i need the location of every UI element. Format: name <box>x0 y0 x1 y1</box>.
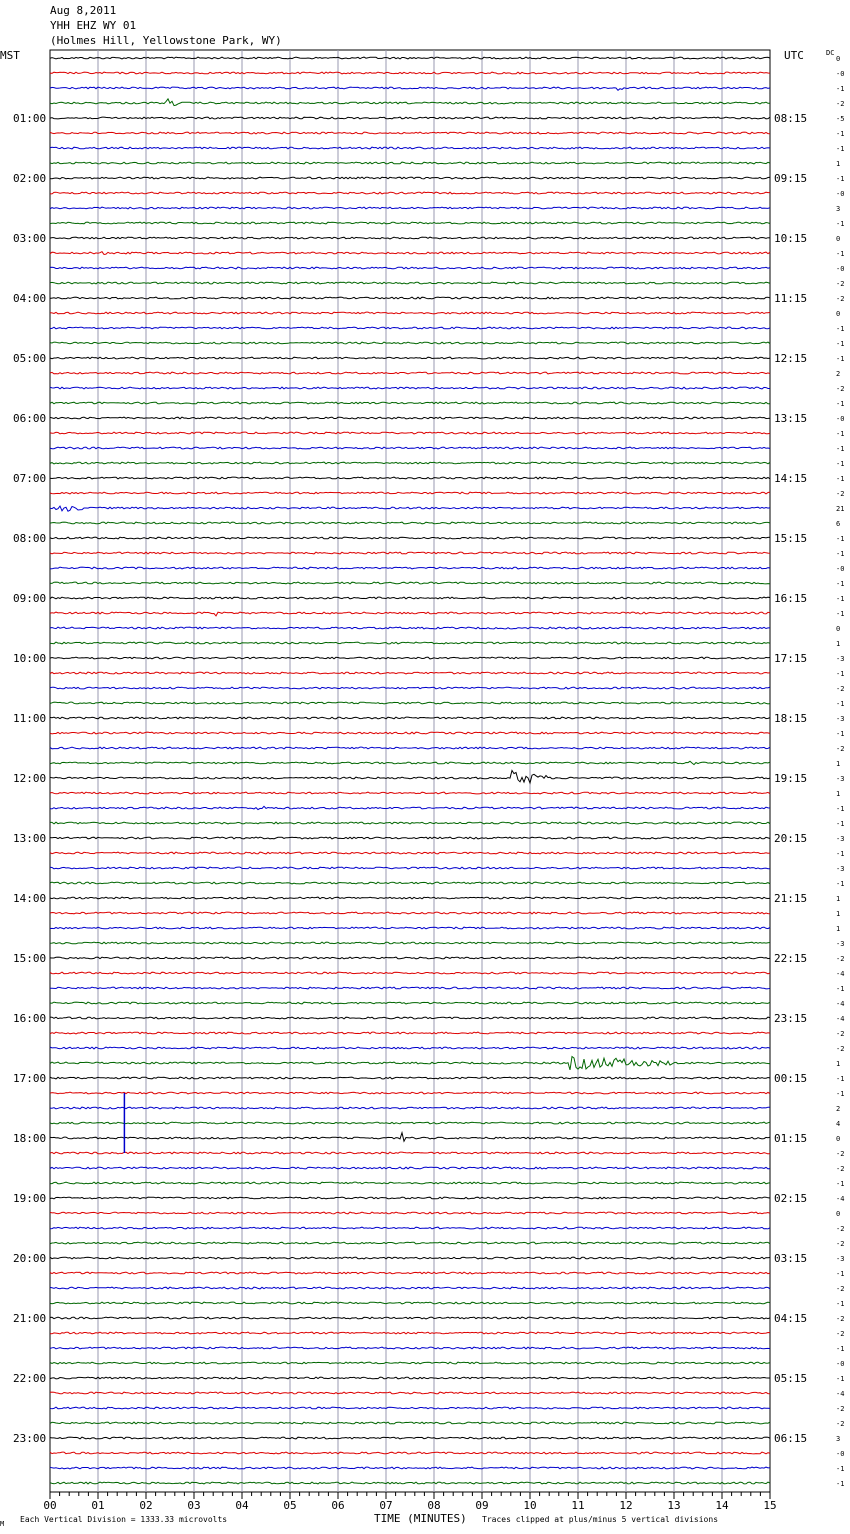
mst-hour-label: 02:00 <box>13 172 47 185</box>
dc-offset-value: -1 <box>836 700 845 708</box>
mst-hour-label: 20:00 <box>13 1252 47 1265</box>
seismic-trace-row-54 <box>50 867 770 869</box>
dc-offset-value: -4 <box>836 1195 845 1203</box>
seismic-trace-row-2 <box>50 87 770 90</box>
seismic-trace-row-93 <box>50 1452 770 1454</box>
utc-hour-label: 20:15 <box>774 832 808 845</box>
dc-offset-value: -1 <box>836 325 845 333</box>
seismic-trace-row-66 <box>50 1047 770 1049</box>
mst-hour-label: 08:00 <box>13 532 47 545</box>
seismic-trace-row-78 <box>50 1227 770 1229</box>
mst-hour-label: 18:00 <box>13 1132 47 1145</box>
seismic-trace-row-81 <box>50 1272 770 1274</box>
dc-offset-value: -1 <box>836 730 845 738</box>
dc-offset-value: -2 <box>836 1030 845 1038</box>
x-tick-label: 02 <box>139 1499 153 1512</box>
seismic-trace-row-27 <box>50 462 770 464</box>
dc-offset-value: -1 <box>836 355 845 363</box>
x-tick-label: 15 <box>763 1499 777 1512</box>
x-tick-label: 13 <box>667 1499 681 1512</box>
seismic-trace-row-65 <box>50 1032 770 1034</box>
dc-offset-value: -4 <box>836 1000 845 1008</box>
dc-offset-value: -1 <box>836 1375 845 1383</box>
x-tick-label: 11 <box>571 1499 585 1512</box>
dc-offset-value: 3 <box>836 1435 841 1443</box>
x-tick-label: 08 <box>427 1499 441 1512</box>
dc-offset-value: -1 <box>836 250 845 258</box>
seismic-trace-row-83 <box>50 1302 770 1304</box>
utc-hour-label: 02:15 <box>774 1192 808 1205</box>
dc-offset-value: 4 <box>836 1120 841 1128</box>
dc-offset-value: -1 <box>836 550 845 558</box>
seismic-trace-row-89 <box>50 1392 770 1394</box>
utc-hour-label: 16:15 <box>774 592 808 605</box>
x-tick-label: 01 <box>91 1499 105 1512</box>
dc-offset-value: 6 <box>836 520 841 528</box>
utc-hour-label: 06:15 <box>774 1432 808 1445</box>
seismic-trace-row-51 <box>50 822 770 824</box>
seismic-trace-row-55 <box>50 882 770 884</box>
dc-offset-value: -4 <box>836 1015 845 1023</box>
mst-hour-label: 22:00 <box>13 1372 47 1385</box>
seismic-trace-row-60 <box>50 957 770 959</box>
mst-hour-label: 01:00 <box>13 112 47 125</box>
utc-hour-label: 04:15 <box>774 1312 808 1325</box>
dc-offset-value: -2 <box>836 1315 845 1323</box>
x-tick-label: 10 <box>523 1499 537 1512</box>
mst-hour-label: 17:00 <box>13 1072 47 1085</box>
seismic-trace-row-59 <box>50 942 770 944</box>
seismic-trace-row-50 <box>50 806 770 809</box>
seismic-trace-row-16 <box>50 297 770 299</box>
dc-offset-value: -2 <box>836 1240 845 1248</box>
dc-offset-value: -2 <box>836 685 845 693</box>
seismic-trace-row-36 <box>50 597 770 599</box>
seismic-trace-row-20 <box>50 357 770 359</box>
seismic-trace-row-22 <box>50 387 770 389</box>
dc-offset-value: -1 <box>836 475 845 483</box>
mst-hour-label: 11:00 <box>13 712 47 725</box>
seismic-trace-row-38 <box>50 627 770 629</box>
seismic-trace-row-9 <box>50 192 770 194</box>
seismic-trace-row-73 <box>50 1152 770 1154</box>
plot-frame <box>50 50 770 1492</box>
seismic-trace-row-74 <box>50 1167 770 1169</box>
utc-hour-label: 17:15 <box>774 652 808 665</box>
utc-hour-label: 15:15 <box>774 532 808 545</box>
seismic-trace-row-17 <box>50 312 770 314</box>
seismic-trace-row-21 <box>50 372 770 374</box>
mst-hour-label: 21:00 <box>13 1312 47 1325</box>
seismic-trace-row-29 <box>50 492 770 494</box>
dc-offset-value: -2 <box>836 745 845 753</box>
seismic-trace-row-24 <box>50 417 770 419</box>
dc-offset-value: -0 <box>836 415 845 423</box>
utc-hour-label: 19:15 <box>774 772 808 785</box>
seismic-trace-row-72 <box>50 1133 770 1142</box>
seismic-trace-row-30 <box>50 506 770 511</box>
seismic-trace-row-58 <box>50 927 770 929</box>
seismic-trace-row-77 <box>50 1212 770 1214</box>
dc-offset-value: -3 <box>836 1255 845 1263</box>
dc-offset-value: -2 <box>836 1165 845 1173</box>
seismic-trace-row-95 <box>50 1482 770 1484</box>
dc-offset-value: -1 <box>836 1345 845 1353</box>
utc-hour-label: 01:15 <box>774 1132 808 1145</box>
dc-offset-value: -2 <box>836 490 845 498</box>
right-timezone-label: UTC <box>784 49 804 62</box>
dc-offset-value: -2 <box>836 955 845 963</box>
dc-offset-value: -3 <box>836 940 845 948</box>
utc-hour-label: 03:15 <box>774 1252 808 1265</box>
dc-offset-value: -1 <box>836 220 845 228</box>
dc-offset-value: -3 <box>836 835 845 843</box>
seismic-trace-row-91 <box>50 1422 770 1424</box>
station-location: (Holmes Hill, Yellowstone Park, WY) <box>50 34 282 47</box>
dc-offset-value: -1 <box>836 445 845 453</box>
seismic-trace-row-40 <box>50 657 770 659</box>
dc-offset-value: -1 <box>836 610 845 618</box>
dc-offset-value: -2 <box>836 1150 845 1158</box>
dc-offset-value: 1 <box>836 910 841 918</box>
mst-hour-label: 06:00 <box>13 412 47 425</box>
seismic-trace-row-33 <box>50 552 770 554</box>
mst-hour-label: 14:00 <box>13 892 47 905</box>
dc-offset-value: -2 <box>836 1405 845 1413</box>
seismic-trace-row-56 <box>50 897 770 899</box>
dc-offset-value: -1 <box>836 1270 845 1278</box>
x-tick-label: 14 <box>715 1499 729 1512</box>
dc-offset-value: -1 <box>836 535 845 543</box>
x-tick-label: 06 <box>331 1499 345 1512</box>
dc-offset-value: 1 <box>836 790 841 798</box>
seismic-trace-row-11 <box>50 222 770 224</box>
dc-offset-value: -0 <box>836 1360 845 1368</box>
dc-offset-value: -0 <box>836 70 845 78</box>
dc-offset-value: 1 <box>836 640 841 648</box>
dc-offset-value: -2 <box>836 280 845 288</box>
dc-offset-value: -1 <box>836 340 845 348</box>
seismic-trace-row-1 <box>50 72 770 74</box>
seismic-trace-row-18 <box>50 327 770 329</box>
seismic-trace-row-57 <box>50 912 770 914</box>
dc-offset-value: -1 <box>836 1480 845 1488</box>
dc-offset-value: -1 <box>836 145 845 153</box>
dc-offset-value: 0 <box>836 235 841 243</box>
seismic-trace-row-86 <box>50 1347 770 1349</box>
dc-offset-value: -1 <box>836 460 845 468</box>
seismic-trace-row-13 <box>50 252 770 255</box>
dc-offset-value: -3 <box>836 715 845 723</box>
dc-offset-value: 0 <box>836 1210 841 1218</box>
mst-hour-label: 13:00 <box>13 832 47 845</box>
seismic-trace-row-35 <box>50 582 770 584</box>
dc-offset-value: -4 <box>836 970 845 978</box>
mst-hour-label: 19:00 <box>13 1192 47 1205</box>
dc-offset-value: 21 <box>836 505 845 513</box>
dc-offset-value: 1 <box>836 925 841 933</box>
dc-offset-value: -2 <box>836 1045 845 1053</box>
dc-offset-value: -1 <box>836 580 845 588</box>
dc-offset-value: 1 <box>836 760 841 768</box>
seismic-trace-row-19 <box>50 342 770 344</box>
seismic-trace-row-76 <box>50 1197 770 1199</box>
seismic-trace-row-63 <box>50 1002 770 1004</box>
dc-offset-value: -1 <box>836 1075 845 1083</box>
seismic-trace-row-62 <box>50 987 770 989</box>
utc-hour-label: 13:15 <box>774 412 808 425</box>
dc-offset-value: 0 <box>836 55 841 63</box>
seismic-trace-row-94 <box>50 1467 770 1469</box>
dc-offset-value: -0 <box>836 1450 845 1458</box>
dc-offset-value: 0 <box>836 625 841 633</box>
seismic-trace-row-92 <box>50 1437 770 1439</box>
seismic-trace-row-47 <box>50 761 770 764</box>
dc-offset-value: -0 <box>836 190 845 198</box>
seismic-trace-row-26 <box>50 447 770 449</box>
x-tick-label: 09 <box>475 1499 489 1512</box>
seismic-trace-row-32 <box>50 537 770 539</box>
station-code: YHH EHZ WY 01 <box>50 19 137 32</box>
dc-offset-value: -1 <box>836 175 845 183</box>
seismic-trace-row-46 <box>50 747 770 749</box>
corner-mark: M <box>0 1520 5 1528</box>
utc-hour-label: 23:15 <box>774 1012 808 1025</box>
dc-offset-value: -3 <box>836 775 845 783</box>
utc-hour-label: 10:15 <box>774 232 808 245</box>
seismic-trace-row-75 <box>50 1182 770 1184</box>
dc-offset-header: DC <box>826 49 835 57</box>
dc-offset-value: -1 <box>836 1465 845 1473</box>
mst-hour-label: 10:00 <box>13 652 47 665</box>
utc-hour-label: 12:15 <box>774 352 808 365</box>
dc-offset-value: -1 <box>836 430 845 438</box>
utc-hour-label: 08:15 <box>774 112 808 125</box>
dc-offset-value: -2 <box>836 1330 845 1338</box>
mst-hour-label: 05:00 <box>13 352 47 365</box>
mst-hour-label: 03:00 <box>13 232 47 245</box>
seismic-trace-row-88 <box>50 1377 770 1379</box>
seismic-trace-row-6 <box>50 147 770 149</box>
utc-hour-label: 05:15 <box>774 1372 808 1385</box>
seismic-trace-row-28 <box>50 477 770 479</box>
seismic-trace-row-7 <box>50 162 770 164</box>
dc-offset-value: 3 <box>836 205 841 213</box>
seismic-trace-row-80 <box>50 1257 770 1259</box>
seismic-trace-row-42 <box>50 687 770 689</box>
seismic-trace-row-12 <box>50 237 770 239</box>
x-tick-label: 03 <box>187 1499 201 1512</box>
x-tick-label: 05 <box>283 1499 297 1512</box>
left-timezone-label: MST <box>0 49 20 62</box>
seismic-trace-row-87 <box>50 1362 770 1364</box>
dc-offset-value: -2 <box>836 1420 845 1428</box>
dc-offset-value: -2 <box>836 1225 845 1233</box>
dc-offset-value: 1 <box>836 895 841 903</box>
seismic-trace-row-68 <box>50 1077 770 1079</box>
utc-hour-label: 22:15 <box>774 952 808 965</box>
dc-offset-value: -1 <box>836 1180 845 1188</box>
seismic-trace-row-25 <box>50 432 770 434</box>
seismic-trace-row-41 <box>50 672 770 674</box>
dc-offset-value: -2 <box>836 100 845 108</box>
x-tick-label: 12 <box>619 1499 633 1512</box>
dc-offset-value: -2 <box>836 295 845 303</box>
dc-offset-value: -1 <box>836 850 845 858</box>
utc-hour-label: 14:15 <box>774 472 808 485</box>
dc-offset-value: -1 <box>836 595 845 603</box>
dc-offset-value: -1 <box>836 1300 845 1308</box>
seismic-trace-row-5 <box>50 132 770 134</box>
dc-offset-value: -0 <box>836 265 845 273</box>
dc-offset-value: -2 <box>836 385 845 393</box>
seismic-trace-row-82 <box>50 1287 770 1289</box>
dc-offset-value: -3 <box>836 655 845 663</box>
seismic-trace-row-79 <box>50 1242 770 1244</box>
seismic-trace-row-34 <box>50 567 770 569</box>
seismic-trace-row-52 <box>50 837 770 839</box>
mst-hour-label: 04:00 <box>13 292 47 305</box>
dc-offset-value: -1 <box>836 985 845 993</box>
dc-offset-value: 2 <box>836 1105 841 1113</box>
x-tick-label: 07 <box>379 1499 393 1512</box>
dc-offset-value: -1 <box>836 880 845 888</box>
seismic-trace-row-61 <box>50 972 770 974</box>
dc-offset-value: 1 <box>836 160 841 168</box>
seismic-trace-row-44 <box>50 717 770 719</box>
mst-hour-label: 15:00 <box>13 952 47 965</box>
dc-offset-value: -1 <box>836 130 845 138</box>
dc-offset-value: -1 <box>836 805 845 813</box>
seismic-trace-row-43 <box>50 702 770 704</box>
seismic-trace-row-23 <box>50 402 770 404</box>
dc-offset-value: 1 <box>836 1060 841 1068</box>
seismic-trace-row-8 <box>50 177 770 179</box>
seismic-trace-row-14 <box>50 267 770 269</box>
plot-date: Aug 8,2011 <box>50 4 117 17</box>
dc-offset-value: -4 <box>836 1390 845 1398</box>
dc-offset-value: -1 <box>836 820 845 828</box>
dc-offset-value: -5 <box>836 115 845 123</box>
clip-note: Traces clipped at plus/minus 5 vertical divisions <box>482 1515 719 1524</box>
x-tick-label: 00 <box>43 1499 57 1512</box>
x-axis-title: TIME (MINUTES) <box>374 1512 467 1525</box>
seismic-trace-row-84 <box>50 1317 770 1319</box>
seismic-trace-row-49 <box>50 792 770 794</box>
dc-offset-value: 0 <box>836 1135 841 1143</box>
x-tick-label: 04 <box>235 1499 249 1512</box>
seismic-trace-row-67 <box>50 1057 770 1070</box>
seismic-trace-row-85 <box>50 1332 770 1334</box>
seismic-trace-row-4 <box>50 117 770 119</box>
dc-offset-value: -2 <box>836 1285 845 1293</box>
seismic-trace-row-3 <box>50 99 770 106</box>
seismic-trace-row-15 <box>50 282 770 284</box>
mst-hour-label: 23:00 <box>13 1432 47 1445</box>
dc-offset-value: 2 <box>836 370 841 378</box>
seismic-trace-row-70 <box>50 1107 770 1109</box>
seismic-trace-row-10 <box>50 207 770 209</box>
mst-hour-label: 12:00 <box>13 772 47 785</box>
seismic-trace-row-37 <box>50 612 770 616</box>
utc-hour-label: 09:15 <box>774 172 808 185</box>
dc-offset-value: -1 <box>836 85 845 93</box>
dc-offset-value: 0 <box>836 310 841 318</box>
dc-offset-value: -1 <box>836 1090 845 1098</box>
dc-offset-value: -0 <box>836 565 845 573</box>
dc-offset-value: -3 <box>836 865 845 873</box>
utc-hour-label: 21:15 <box>774 892 808 905</box>
seismic-trace-row-53 <box>50 852 770 854</box>
seismic-trace-row-69 <box>50 1092 770 1094</box>
seismic-trace-row-64 <box>50 1017 770 1019</box>
seismic-trace-row-48 <box>50 771 770 784</box>
mst-hour-label: 16:00 <box>13 1012 47 1025</box>
seismic-trace-row-45 <box>50 732 770 734</box>
dc-offset-value: -1 <box>836 400 845 408</box>
seismic-trace-row-90 <box>50 1407 770 1409</box>
utc-hour-label: 11:15 <box>774 292 808 305</box>
scale-note: Each Vertical Division = 1333.33 microvolts <box>20 1515 228 1524</box>
seismic-trace-row-0 <box>50 57 770 59</box>
seismic-trace-row-31 <box>50 522 770 524</box>
mst-hour-label: 07:00 <box>13 472 47 485</box>
seismic-trace-row-39 <box>50 642 770 644</box>
utc-hour-label: 18:15 <box>774 712 808 725</box>
seismic-trace-row-71 <box>50 1122 770 1124</box>
utc-hour-label: 00:15 <box>774 1072 808 1085</box>
dc-offset-value: -1 <box>836 670 845 678</box>
mst-hour-label: 09:00 <box>13 592 47 605</box>
